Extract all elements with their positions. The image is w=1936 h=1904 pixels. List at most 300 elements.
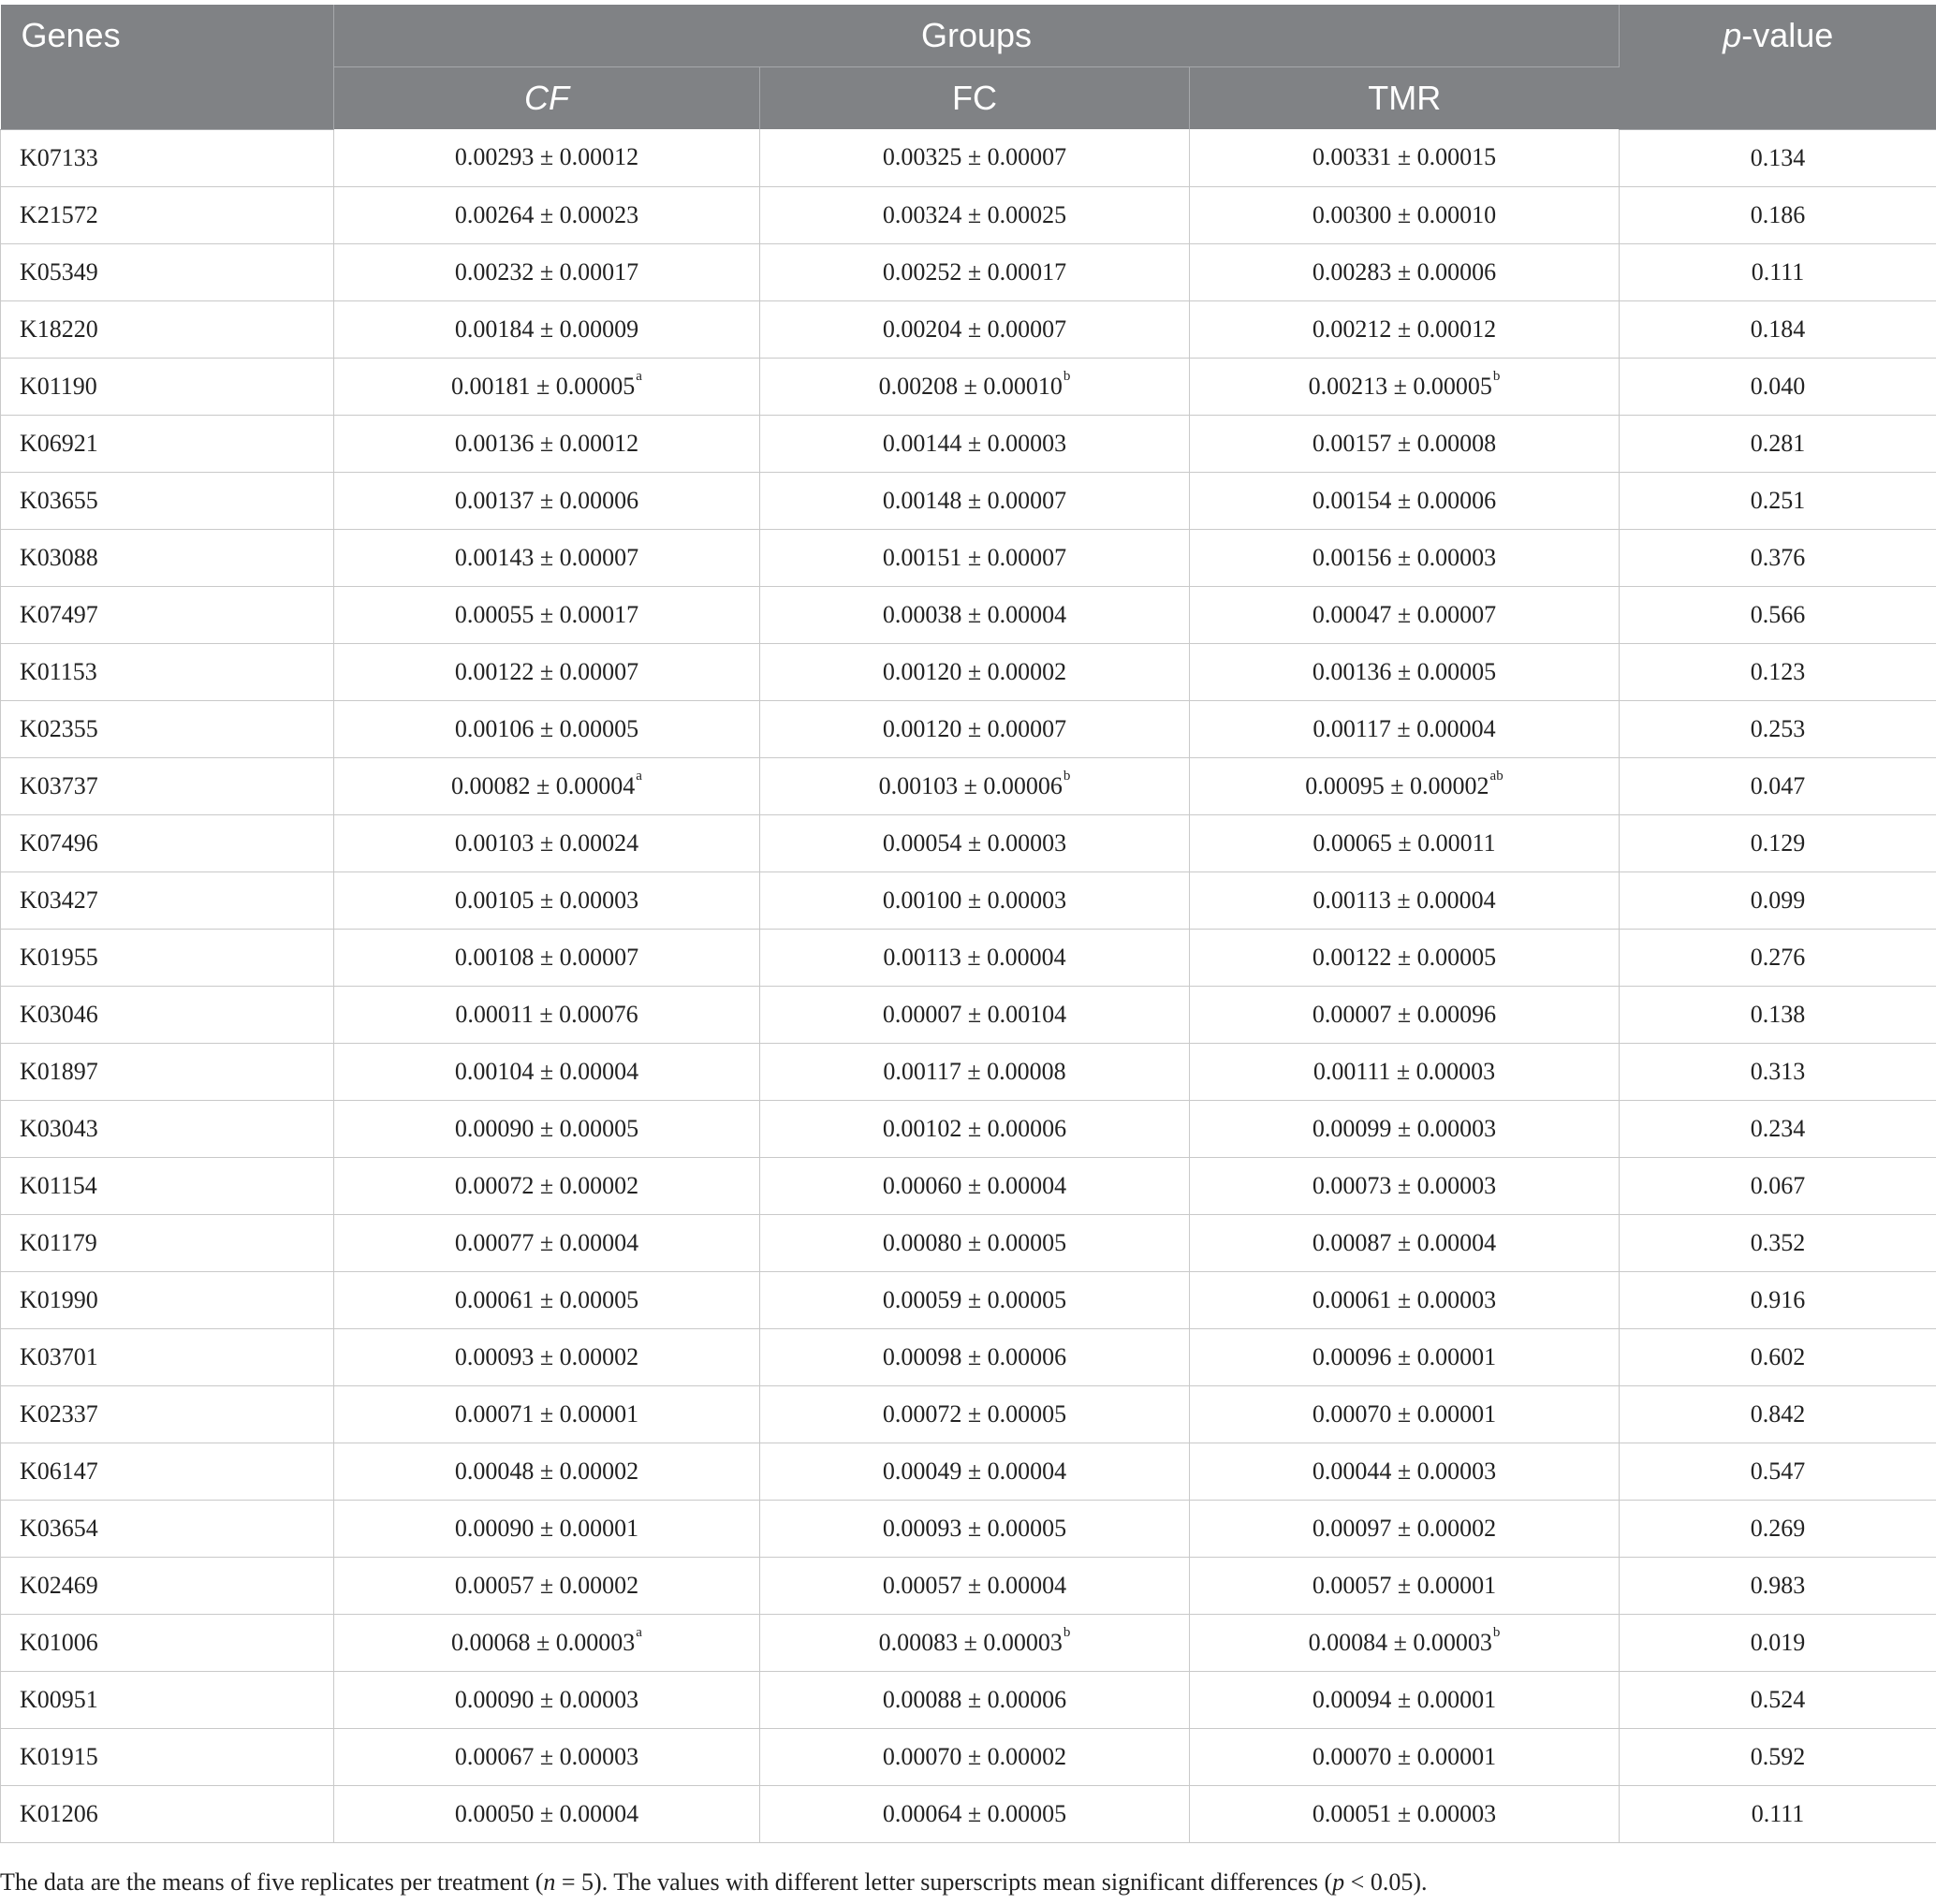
fc-value-cell-text: 0.00080 ± 0.00005: [882, 1228, 1067, 1256]
p-value-cell: [1620, 871, 1936, 929]
tmr-value-cell: [1190, 1557, 1620, 1614]
fc-value-cell-text: 0.00120 ± 0.00002: [882, 657, 1067, 685]
gene-cell: [1, 871, 334, 929]
tmr-value-cell: [1190, 929, 1620, 986]
p-value-cell-text: 0.067: [1750, 1171, 1806, 1199]
table-row: [1, 929, 1936, 986]
gene-abundance-table: [0, 5, 1936, 1843]
p-value-cell: [1620, 243, 1936, 300]
cf-value-cell-text: 0.00122 ± 0.00007: [454, 657, 639, 685]
tmr-value-cell: [1190, 1500, 1620, 1557]
fc-value-cell: [760, 643, 1190, 700]
p-value-cell: [1620, 1614, 1936, 1671]
cf-value-cell-text: 0.00181 ± 0.00005: [451, 372, 636, 400]
p-value-cell: [1620, 1214, 1936, 1271]
gene-cell: [1, 472, 334, 529]
cf-value-cell: [334, 1100, 760, 1157]
gene-cell-text: K01206: [20, 1799, 98, 1827]
cf-value-cell-text: 0.00011 ± 0.00076: [455, 1000, 638, 1028]
cf-value-cell-text: 0.00077 ± 0.00004: [454, 1228, 639, 1256]
fc-value-cell: [760, 929, 1190, 986]
table-header: [1, 5, 1936, 129]
gene-cell: [1, 929, 334, 986]
tmr-value-cell: [1190, 186, 1620, 243]
table-row: [1, 814, 1936, 871]
p-value-cell-text: 0.352: [1750, 1228, 1806, 1256]
cf-value-cell-text: 0.00093 ± 0.00002: [454, 1342, 639, 1370]
fc-value-cell-text: 0.00252 ± 0.00017: [882, 257, 1067, 286]
cf-value-cell: [334, 415, 760, 472]
gene-cell-text: K06147: [20, 1457, 98, 1485]
cf-value-cell: [334, 1385, 760, 1443]
tmr-value-cell: [1190, 986, 1620, 1043]
fc-value-cell: [760, 1500, 1190, 1557]
fc-value-cell: [760, 1385, 1190, 1443]
gene-cell-text: K03655: [20, 486, 98, 514]
gene-cell-text: K02337: [20, 1399, 98, 1428]
gene-cell-text: K21572: [20, 200, 98, 228]
fc-value-cell-text: 0.00059 ± 0.00005: [882, 1285, 1067, 1313]
cf-value-cell-text: 0.00136 ± 0.00012: [454, 429, 639, 457]
fc-value-cell-text: 0.00120 ± 0.00007: [882, 714, 1067, 742]
cf-value-cell-text: 0.00184 ± 0.00009: [454, 315, 639, 343]
gene-cell-text: K18220: [20, 315, 98, 343]
p-value-cell-text: 0.313: [1750, 1057, 1806, 1085]
tmr-column-header: TMR: [1190, 67, 1620, 130]
p-value-cell-text: 0.281: [1750, 429, 1806, 457]
table-row: [1, 1443, 1936, 1500]
p-value-suffix: -value: [1741, 16, 1834, 54]
p-value-cell: [1620, 1443, 1936, 1500]
fc-value-cell: [760, 300, 1190, 358]
gene-cell-text: K01915: [20, 1742, 98, 1770]
cf-value-cell: [334, 529, 760, 586]
table-row: [1, 415, 1936, 472]
p-value-cell-text: 0.253: [1750, 714, 1806, 742]
fc-value-cell-text: 0.00208 ± 0.00010: [878, 372, 1063, 400]
cf-value-cell: [334, 757, 760, 814]
cf-value-cell-text: 0.00137 ± 0.00006: [454, 486, 639, 514]
table-row: [1, 1157, 1936, 1214]
cf-value-cell-text: 0.00090 ± 0.00003: [454, 1685, 639, 1713]
cf-value-cell-text: 0.00048 ± 0.00002: [454, 1457, 639, 1485]
tmr-value-cell-text: 0.00157 ± 0.00008: [1312, 429, 1497, 457]
gene-cell: [1, 1443, 334, 1500]
p-value-cell-text: 0.524: [1750, 1685, 1806, 1713]
tmr-value-cell: [1190, 1728, 1620, 1785]
cf-value-cell-text: 0.00082 ± 0.00004: [451, 771, 636, 799]
p-value-cell: [1620, 358, 1936, 415]
cf-value-cell-text: 0.00068 ± 0.00003: [451, 1628, 636, 1656]
gene-cell-text: K03088: [20, 543, 98, 571]
cf-value-cell-text: 0.00143 ± 0.00007: [454, 543, 639, 571]
cf-value-cell: [334, 1271, 760, 1328]
p-value-cell-text: 0.184: [1750, 315, 1806, 343]
tmr-value-cell-text: 0.00007 ± 0.00096: [1312, 1000, 1497, 1028]
table-row: [1, 1214, 1936, 1271]
tmr-value-cell: [1190, 1785, 1620, 1842]
fc-value-cell: [760, 1157, 1190, 1214]
gene-cell-text: K06921: [20, 429, 98, 457]
p-value-cell-text: 0.234: [1750, 1114, 1806, 1142]
p-value-cell: [1620, 586, 1936, 643]
table-body: [1, 129, 1936, 1842]
footnote-n-variable: n: [543, 1868, 556, 1896]
fc-value-cell: [760, 186, 1190, 243]
p-value-cell-text: 0.983: [1750, 1571, 1806, 1599]
cf-value-cell: [334, 643, 760, 700]
fc-value-cell-text: 0.00103 ± 0.00006: [878, 771, 1063, 799]
cf-column-header: CF: [334, 67, 760, 130]
fc-value-cell: [760, 1785, 1190, 1842]
tmr-value-cell-text: 0.00097 ± 0.00002: [1312, 1514, 1497, 1542]
cf-value-cell: [334, 814, 760, 871]
footnote-part-2: = 5). The values with different letter superscripts mean significant differences (: [555, 1868, 1333, 1896]
table-row: [1, 871, 1936, 929]
p-value-cell: [1620, 1157, 1936, 1214]
p-value-cell: [1620, 1500, 1936, 1557]
p-value-cell: [1620, 1728, 1936, 1785]
gene-cell: [1, 243, 334, 300]
gene-cell: [1, 1157, 334, 1214]
table-row: [1, 1671, 1936, 1728]
cf-value-cell: [334, 1328, 760, 1385]
tmr-value-cell: [1190, 1614, 1620, 1671]
tmr-value-cell-text: 0.00084 ± 0.00003: [1308, 1628, 1492, 1656]
p-value-cell-text: 0.376: [1750, 543, 1806, 571]
groups-column-header: Groups: [334, 5, 1620, 67]
fc-value-cell: [760, 814, 1190, 871]
p-value-cell-text: 0.134: [1750, 143, 1806, 171]
tmr-value-cell: [1190, 1443, 1620, 1500]
fc-value-cell: [760, 415, 1190, 472]
tmr-value-cell-text: 0.00283 ± 0.00006: [1312, 257, 1497, 286]
gene-cell: [1, 986, 334, 1043]
cf-value-cell-text: 0.00057 ± 0.00002: [454, 1571, 639, 1599]
tmr-value-cell: [1190, 415, 1620, 472]
p-value-cell-text: 0.592: [1750, 1742, 1806, 1770]
fc-value-cell: [760, 1614, 1190, 1671]
gene-cell-text: K03701: [20, 1342, 98, 1370]
table-row: [1, 700, 1936, 757]
p-value-cell-text: 0.276: [1750, 943, 1806, 971]
cf-value-cell-text: 0.00050 ± 0.00004: [454, 1799, 639, 1827]
fc-value-cell: [760, 586, 1190, 643]
tmr-value-cell-text: 0.00047 ± 0.00007: [1312, 600, 1497, 628]
p-symbol: p: [1723, 16, 1742, 54]
gene-cell: [1, 1328, 334, 1385]
header-row-main: [1, 5, 1936, 67]
gene-cell: [1, 643, 334, 700]
fc-value-cell: [760, 757, 1190, 814]
gene-cell-text: K07496: [20, 828, 98, 857]
tmr-value-cell-text: 0.00044 ± 0.00003: [1312, 1457, 1497, 1485]
p-value-cell-text: 0.047: [1750, 771, 1806, 799]
tmr-value-cell-text: 0.00065 ± 0.00011: [1313, 828, 1496, 857]
tmr-value-cell: [1190, 586, 1620, 643]
gene-cell: [1, 300, 334, 358]
gene-cell: [1, 1100, 334, 1157]
p-value-cell-text: 0.269: [1750, 1514, 1806, 1542]
gene-cell: [1, 1671, 334, 1728]
cf-value-cell: [334, 1043, 760, 1100]
cf-value-cell: [334, 871, 760, 929]
gene-cell-text: K02355: [20, 714, 98, 742]
tmr-value-cell: [1190, 1328, 1620, 1385]
tmr-value-cell: [1190, 1671, 1620, 1728]
p-value-cell-text: 0.123: [1750, 657, 1806, 685]
cf-value-cell: [334, 1157, 760, 1214]
cf-value-cell-text: 0.00072 ± 0.00002: [454, 1171, 639, 1199]
tmr-value-cell-text: 0.00099 ± 0.00003: [1312, 1114, 1497, 1142]
p-value-cell: [1620, 814, 1936, 871]
significance-superscript: a: [636, 768, 642, 784]
gene-cell-text: K03737: [20, 771, 98, 799]
table-row: [1, 1500, 1936, 1557]
significance-superscript: b: [1063, 768, 1071, 784]
tmr-value-cell: [1190, 300, 1620, 358]
tmr-value-cell-text: 0.00111 ± 0.00003: [1313, 1057, 1496, 1085]
tmr-value-cell-text: 0.00057 ± 0.00001: [1312, 1571, 1497, 1599]
gene-cell: [1, 1557, 334, 1614]
cf-value-cell-text: 0.00106 ± 0.00005: [454, 714, 639, 742]
fc-column-header: FC: [760, 67, 1190, 130]
cf-value-cell: [334, 1728, 760, 1785]
gene-cell-text: K05349: [20, 257, 98, 286]
cf-value-cell-text: 0.00293 ± 0.00012: [454, 143, 639, 171]
table-row: [1, 1043, 1936, 1100]
fc-value-cell-text: 0.00093 ± 0.00005: [882, 1514, 1067, 1542]
p-value-cell: [1620, 129, 1936, 186]
fc-value-cell: [760, 1557, 1190, 1614]
gene-cell: [1, 757, 334, 814]
cf-value-cell-text: 0.00232 ± 0.00017: [454, 257, 639, 286]
gene-cell-text: K02469: [20, 1571, 98, 1599]
p-value-cell: [1620, 1671, 1936, 1728]
fc-value-cell-text: 0.00070 ± 0.00002: [882, 1742, 1067, 1770]
tmr-value-cell-text: 0.00087 ± 0.00004: [1312, 1228, 1497, 1256]
table-row: [1, 586, 1936, 643]
cf-value-cell: [334, 243, 760, 300]
cf-value-cell-text: 0.00105 ± 0.00003: [454, 886, 639, 914]
fc-value-cell: [760, 243, 1190, 300]
p-value-cell-text: 0.129: [1750, 828, 1806, 857]
table-row: [1, 1728, 1936, 1785]
table-row: [1, 1271, 1936, 1328]
p-value-cell: [1620, 1328, 1936, 1385]
p-value-cell: [1620, 1385, 1936, 1443]
significance-superscript: b: [1063, 368, 1071, 384]
cf-value-cell-text: 0.00103 ± 0.00024: [454, 828, 639, 857]
cf-value-cell: [334, 472, 760, 529]
cf-value-cell: [334, 586, 760, 643]
p-value-cell: [1620, 300, 1936, 358]
fc-value-cell-text: 0.00038 ± 0.00004: [882, 600, 1067, 628]
cf-value-cell: [334, 186, 760, 243]
cf-value-cell: [334, 1614, 760, 1671]
gene-cell-text: K03046: [20, 1000, 98, 1028]
significance-superscript: a: [636, 368, 642, 384]
table-row: [1, 129, 1936, 186]
gene-cell: [1, 358, 334, 415]
genes-column-header: Genes: [1, 5, 334, 129]
p-value-cell: [1620, 415, 1936, 472]
gene-cell: [1, 186, 334, 243]
p-value-cell-text: 0.138: [1750, 1000, 1806, 1028]
table-row: [1, 529, 1936, 586]
fc-value-cell-text: 0.00151 ± 0.00007: [882, 543, 1067, 571]
tmr-value-cell-text: 0.00095 ± 0.00002: [1305, 771, 1489, 799]
cf-value-cell: [334, 1671, 760, 1728]
table-row: [1, 186, 1936, 243]
significance-superscript: b: [1492, 1624, 1501, 1640]
data-table-container: [0, 5, 1936, 1843]
table-footnote: [0, 1868, 1936, 1897]
fc-value-cell-text: 0.00324 ± 0.00025: [882, 200, 1067, 228]
tmr-value-cell: [1190, 1043, 1620, 1100]
tmr-value-cell-text: 0.00300 ± 0.00010: [1312, 200, 1497, 228]
tmr-value-cell: [1190, 1385, 1620, 1443]
gene-cell: [1, 1785, 334, 1842]
footnote-p-variable: p: [1332, 1868, 1345, 1896]
fc-value-cell: [760, 1214, 1190, 1271]
cf-value-cell: [334, 700, 760, 757]
fc-value-cell-text: 0.00060 ± 0.00004: [882, 1171, 1067, 1199]
cf-value-cell-text: 0.00090 ± 0.00001: [454, 1514, 639, 1542]
cf-value-cell: [334, 929, 760, 986]
fc-value-cell-text: 0.00088 ± 0.00006: [882, 1685, 1067, 1713]
gene-cell-text: K01006: [20, 1628, 98, 1656]
cf-value-cell: [334, 358, 760, 415]
p-value-cell-text: 0.251: [1750, 486, 1806, 514]
tmr-value-cell-text: 0.00070 ± 0.00001: [1312, 1742, 1497, 1770]
tmr-value-cell-text: 0.00136 ± 0.00005: [1312, 657, 1497, 685]
fc-value-cell-text: 0.00098 ± 0.00006: [882, 1342, 1067, 1370]
gene-cell-text: K00951: [20, 1685, 98, 1713]
fc-value-cell: [760, 129, 1190, 186]
cf-value-cell-text: 0.00108 ± 0.00007: [454, 943, 639, 971]
tmr-value-cell-text: 0.00212 ± 0.00012: [1312, 315, 1497, 343]
tmr-value-cell-text: 0.00117 ± 0.00004: [1313, 714, 1496, 742]
table-row: [1, 358, 1936, 415]
table-row: [1, 472, 1936, 529]
cf-value-cell: [334, 300, 760, 358]
table-row: [1, 1328, 1936, 1385]
fc-value-cell: [760, 1100, 1190, 1157]
table-row: [1, 1100, 1936, 1157]
p-value-cell-text: 0.019: [1750, 1628, 1806, 1656]
gene-cell: [1, 529, 334, 586]
p-value-cell-text: 0.842: [1750, 1399, 1806, 1428]
cf-value-cell-text: 0.00061 ± 0.00005: [454, 1285, 639, 1313]
tmr-value-cell: [1190, 472, 1620, 529]
cf-value-cell: [334, 1785, 760, 1842]
tmr-value-cell-text: 0.00213 ± 0.00005: [1308, 372, 1492, 400]
fc-value-cell-text: 0.00117 ± 0.00008: [883, 1057, 1066, 1085]
gene-cell-text: K03427: [20, 886, 98, 914]
gene-cell-text: K01154: [20, 1171, 97, 1199]
cf-value-cell-text: 0.00055 ± 0.00017: [454, 600, 639, 628]
tmr-value-cell: [1190, 700, 1620, 757]
gene-cell: [1, 814, 334, 871]
gene-cell-text: K01990: [20, 1285, 98, 1313]
tmr-value-cell-text: 0.00073 ± 0.00003: [1312, 1171, 1497, 1199]
fc-value-cell: [760, 529, 1190, 586]
gene-cell: [1, 700, 334, 757]
fc-value-cell-text: 0.00007 ± 0.00104: [882, 1000, 1067, 1028]
table-row: [1, 757, 1936, 814]
gene-cell-text: K03043: [20, 1114, 98, 1142]
table-row: [1, 1785, 1936, 1842]
p-value-cell: [1620, 1557, 1936, 1614]
gene-cell-text: K07133: [20, 143, 98, 171]
tmr-value-cell-text: 0.00051 ± 0.00003: [1312, 1799, 1497, 1827]
table-row: [1, 243, 1936, 300]
p-value-column-header: [1620, 5, 1936, 129]
significance-superscript: b: [1492, 368, 1501, 384]
footnote-part-3: < 0.05).: [1344, 1868, 1428, 1896]
fc-value-cell: [760, 1728, 1190, 1785]
cf-value-cell-text: 0.00067 ± 0.00003: [454, 1742, 639, 1770]
p-value-cell-text: 0.566: [1750, 600, 1806, 628]
gene-cell: [1, 1614, 334, 1671]
tmr-value-cell-text: 0.00331 ± 0.00015: [1312, 143, 1497, 171]
p-value-cell-text: 0.040: [1750, 372, 1806, 400]
cf-value-cell: [334, 1214, 760, 1271]
p-value-cell: [1620, 929, 1936, 986]
fc-value-cell: [760, 1671, 1190, 1728]
gene-cell-text: K01955: [20, 943, 98, 971]
tmr-value-cell: [1190, 814, 1620, 871]
tmr-value-cell-text: 0.00122 ± 0.00005: [1312, 943, 1497, 971]
tmr-value-cell: [1190, 1100, 1620, 1157]
significance-superscript: a: [636, 1624, 642, 1640]
fc-value-cell-text: 0.00054 ± 0.00003: [882, 828, 1067, 857]
gene-cell-text: K01179: [20, 1228, 97, 1256]
gene-cell-text: K03654: [20, 1514, 98, 1542]
fc-value-cell: [760, 1443, 1190, 1500]
p-value-cell: [1620, 643, 1936, 700]
p-value-cell: [1620, 1100, 1936, 1157]
p-value-cell: [1620, 1785, 1936, 1842]
gene-cell: [1, 1385, 334, 1443]
gene-cell: [1, 1214, 334, 1271]
p-value-cell-text: 0.111: [1751, 257, 1805, 286]
tmr-value-cell-text: 0.00096 ± 0.00001: [1312, 1342, 1497, 1370]
gene-cell: [1, 586, 334, 643]
tmr-value-cell: [1190, 1157, 1620, 1214]
tmr-value-cell-text: 0.00113 ± 0.00004: [1313, 886, 1496, 914]
fc-value-cell-text: 0.00072 ± 0.00005: [882, 1399, 1067, 1428]
table-row: [1, 1557, 1936, 1614]
significance-superscript: ab: [1489, 768, 1503, 784]
cf-value-cell-text: 0.00264 ± 0.00023: [454, 200, 639, 228]
tmr-value-cell-text: 0.00061 ± 0.00003: [1312, 1285, 1497, 1313]
p-value-cell: [1620, 757, 1936, 814]
fc-value-cell-text: 0.00144 ± 0.00003: [882, 429, 1067, 457]
gene-cell-text: K07497: [20, 600, 98, 628]
cf-value-cell: [334, 1557, 760, 1614]
fc-value-cell-text: 0.00325 ± 0.00007: [882, 143, 1067, 171]
p-value-cell: [1620, 529, 1936, 586]
fc-value-cell: [760, 986, 1190, 1043]
tmr-value-cell-text: 0.00094 ± 0.00001: [1312, 1685, 1497, 1713]
gene-cell-text: K01897: [20, 1057, 98, 1085]
gene-cell-text: K01190: [20, 372, 97, 400]
p-value-cell: [1620, 986, 1936, 1043]
significance-superscript: b: [1063, 1624, 1071, 1640]
fc-value-cell: [760, 1271, 1190, 1328]
